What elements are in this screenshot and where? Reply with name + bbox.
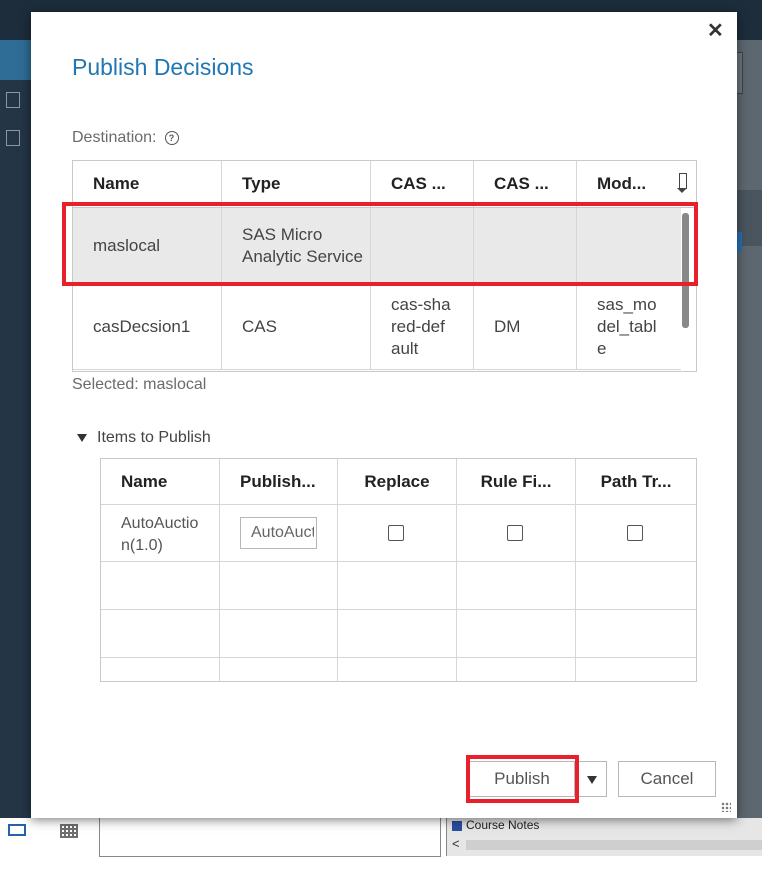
scroll-left-button[interactable]: < <box>452 836 460 851</box>
highlight-box <box>466 755 579 803</box>
item-name-text: AutoAuction(1.0) <box>121 515 199 554</box>
column-header-replace[interactable]: Replace <box>338 459 457 505</box>
dialog-title: Publish Decisions <box>72 54 254 80</box>
empty-cell <box>576 562 696 610</box>
empty-cell <box>101 658 220 682</box>
publish-button[interactable]: Publish <box>469 761 575 797</box>
rule-fired-checkbox[interactable] <box>507 525 523 541</box>
empty-cell <box>338 562 457 610</box>
destination-table-header <box>73 161 696 208</box>
cell-model-table: sas_model_table <box>597 295 657 358</box>
empty-cell <box>220 658 338 682</box>
column-header-path-traversal[interactable]: Path Tr... <box>576 459 696 505</box>
path-traversal-checkbox[interactable] <box>627 525 643 541</box>
sidebar-grid-icon <box>6 130 20 146</box>
sidebar-list-icon <box>6 92 20 108</box>
empty-cell <box>338 610 457 658</box>
empty-cell <box>457 658 576 682</box>
replace-checkbox[interactable] <box>388 525 404 541</box>
cell-cas-library: DM <box>474 285 577 369</box>
empty-cell <box>101 562 220 610</box>
close-icon[interactable]: ✕ <box>707 20 724 42</box>
column-header-type[interactable]: Type <box>222 161 371 207</box>
panel-field <box>736 52 743 94</box>
column-header-rule-fired[interactable]: Rule Fi... <box>457 459 576 505</box>
cancel-button[interactable]: Cancel <box>618 761 716 797</box>
column-header-name[interactable]: Name <box>101 459 220 505</box>
empty-cell <box>220 562 338 610</box>
horizontal-scrollbar[interactable] <box>466 840 762 850</box>
empty-cell <box>457 610 576 658</box>
column-header-publish-name[interactable]: Publish... <box>220 459 338 505</box>
cell-path-traversal <box>576 505 696 562</box>
empty-cell <box>576 610 696 658</box>
apps-grid-icon[interactable] <box>60 824 78 838</box>
cell-item-name <box>101 505 220 562</box>
items-table <box>100 458 697 682</box>
taskbar-input-area <box>99 818 441 857</box>
app-sidebar <box>0 40 31 830</box>
document-icon <box>452 821 462 831</box>
items-to-publish-toggle[interactable] <box>77 429 211 447</box>
empty-cell <box>220 610 338 658</box>
column-header-model-table[interactable]: Mod... <box>597 174 647 193</box>
sidebar-active-block <box>0 40 31 80</box>
course-notes-label: Course Notes <box>466 818 540 832</box>
empty-cell <box>101 610 220 658</box>
cell-cas-server: cas-shared-default <box>371 285 474 369</box>
taskbar <box>0 818 762 893</box>
cell-name: maslocal <box>73 208 222 284</box>
column-chooser-icon[interactable] <box>679 173 687 189</box>
empty-cell <box>576 658 696 682</box>
destination-label-text: Destination: <box>72 129 157 146</box>
publish-name-input[interactable] <box>240 517 317 549</box>
empty-cell <box>338 658 457 682</box>
help-circle-icon[interactable]: ? <box>165 131 179 145</box>
column-header-name[interactable]: Name <box>73 161 222 207</box>
table-row[interactable] <box>73 285 681 370</box>
app-right-panel <box>736 40 762 830</box>
cell-rule-fired <box>457 505 576 562</box>
cell-name: casDecsion1 <box>73 285 222 369</box>
publish-options-dropdown[interactable] <box>577 761 607 797</box>
course-notes-item[interactable] <box>452 818 539 832</box>
cell-publish-name <box>220 505 338 562</box>
resize-handle-icon[interactable] <box>721 802 731 812</box>
destination-label <box>72 129 179 147</box>
mail-icon[interactable] <box>8 824 26 836</box>
cell-type: CAS <box>222 285 371 369</box>
column-header-cas-library[interactable]: CAS ... <box>474 161 577 207</box>
cell-type: SAS Micro Analytic Service <box>222 208 371 284</box>
empty-cell <box>457 562 576 610</box>
items-to-publish-label: Items to Publish <box>97 429 211 446</box>
cell-replace <box>338 505 457 562</box>
column-header-cas-server[interactable]: CAS ... <box>371 161 474 207</box>
caret-down-icon <box>587 776 597 784</box>
selected-destination: Selected: maslocal <box>72 376 207 393</box>
publish-decisions-dialog <box>31 12 737 818</box>
highlight-box <box>62 202 698 286</box>
caret-down-icon <box>77 434 87 442</box>
